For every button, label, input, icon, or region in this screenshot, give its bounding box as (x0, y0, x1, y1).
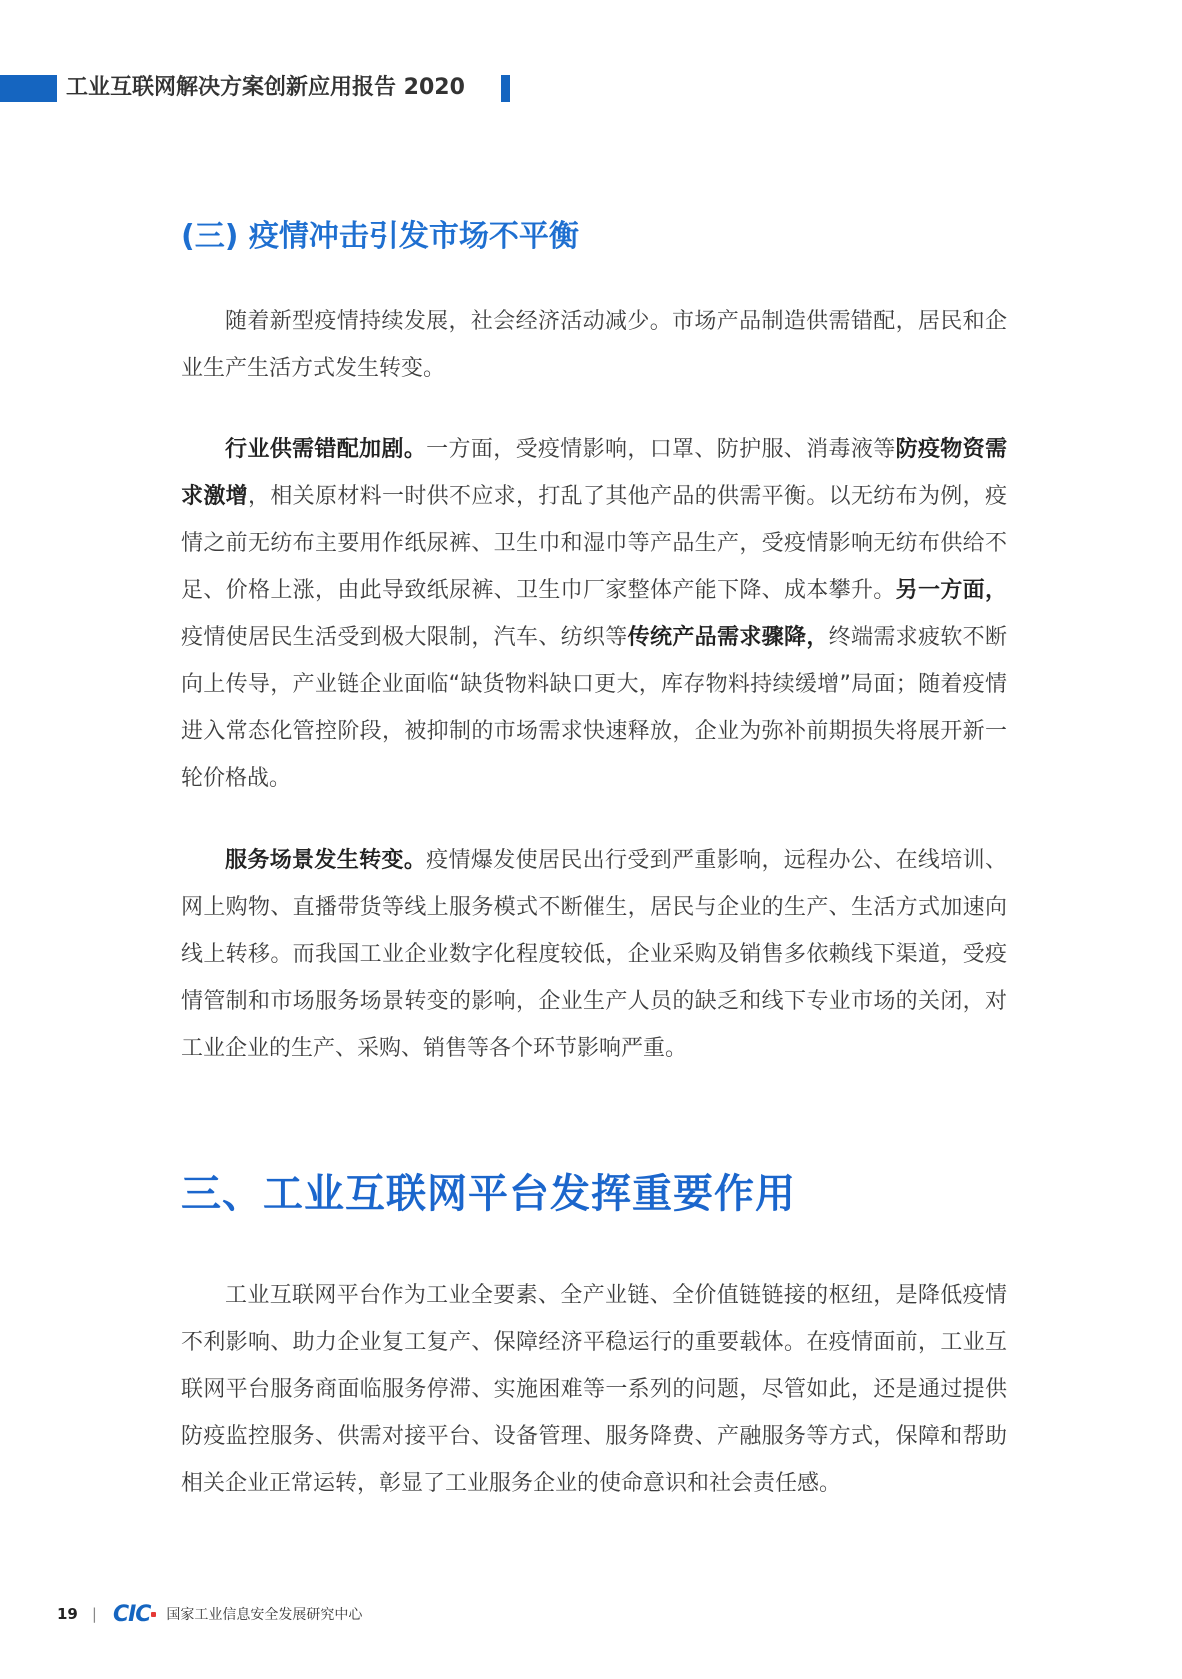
paragraph-service-scene (181, 837, 1007, 1072)
text-run: 一方面，受疫情影响，口罩、防护服、消毒液等 (426, 437, 896, 462)
header-accent-bar-left (0, 75, 57, 102)
paragraph-platform-role: 工业互联网平台作为工业全要素、全产业链、全价值链链接的枢纽，是降低疫情不利影响、助力企业复工复产、保障经济平稳运行的重要载体。在疫情面前，工业互联网平台服务商面临服务停滞、实施困难等一系列的问题，尽管如此，还是通过提供防疫监控服务、供需对接平台、设备管理、服务降费、产融服务等方式，保障和帮助相关企业正常运转，彰显了工业服务企业的使命意识和社会责任感。 (181, 1283, 1007, 1496)
page-number: 19 (57, 1605, 78, 1623)
text-run: 疫情爆发使居民出行受到严重影响，远程办公、在线培训、网上购物、直播带货等线上服务模式不断催生，居民与企业的生产、生活方式加速向线上转移。而我国工业企业数字化程度较低，企业采购及销售多依赖线下渠道，受疫情管制和市场服务场景转变的影响，企业生产人员的缺乏和线下专业市场的关闭，对工业企业的生产、采购、销售等各个环节影响严重。 (181, 848, 1007, 1061)
bold-phrase: 传统产品需求骤降， (627, 625, 829, 650)
footer-separator: | (91, 1605, 97, 1623)
bold-lead: 服务场景发生转变。 (225, 848, 427, 873)
text-run: 疫情使居民生活受到极大限制，汽车、纺织等 (181, 625, 628, 650)
section-heading: (三) 疫情冲击引发市场不平衡 (181, 219, 579, 254)
cic-logo-icon: CIC (113, 1602, 156, 1627)
organization-name: 国家工业信息安全发展研究中心 (166, 1607, 363, 1623)
paragraph-supply-demand (181, 426, 1007, 802)
bold-phrase: 另一方面， (895, 578, 1007, 603)
header-accent-bar-right (501, 75, 510, 102)
bold-lead: 行业供需错配加剧。 (225, 437, 427, 462)
report-title: 工业互联网解决方案创新应用报告 2020 (66, 75, 465, 100)
bold-phrase: 防疫物资需求激增 (181, 437, 1007, 509)
paragraph-intro: 随着新型疫情持续发展，社会经济活动减少。市场产品制造供需错配，居民和企业生产生活方式发生转变。 (181, 309, 1007, 381)
chapter-heading: 三、工业互联网平台发挥重要作用 (181, 1171, 796, 1217)
page-footer (57, 1602, 362, 1626)
text-run: ，相关原材料一时供不应求，打乱了其他产品的供需平衡。以无纺布为例，疫情之前无纺布主要用作纸尿裤、卫生巾和湿巾等产品生产，受疫情影响无纺布供给不足、价格上涨，由此导致纸尿裤、卫生巾厂家整体产能下降、成本攀升。 (181, 484, 1007, 603)
text-run: 终端需求疲软不断向上传导，产业链企业面临“缺货物料缺口更大，库存物料持续缓增”局面；随着疫情进入常态化管控阶段，被抑制的市场需求快速释放，企业为弥补前期损失将展开新一轮价格战。 (181, 625, 1007, 791)
